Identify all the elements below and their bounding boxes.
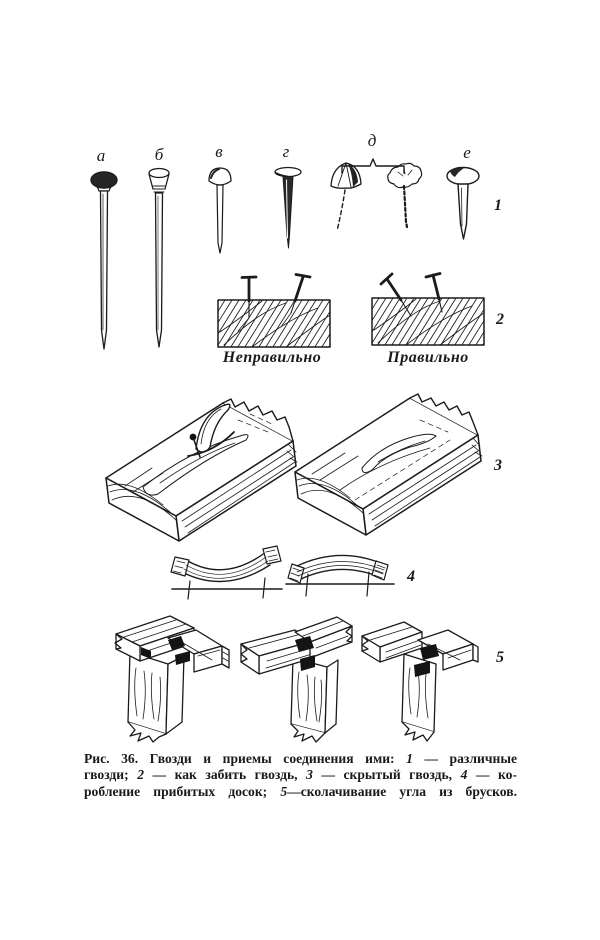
nail-label-b: б	[154, 145, 164, 164]
nail-a-drawing	[91, 172, 117, 349]
row-number-4: 4	[407, 568, 415, 585]
plank-with-chip	[106, 399, 297, 541]
nail-label-d: д	[367, 131, 377, 150]
nail-v-drawing	[209, 168, 231, 253]
corner-joint-1	[115, 616, 229, 742]
caption-line-2: гвозди; 2 — как забить гвоздь, 3 — скрытый гвоздь, 4 — ко-	[84, 767, 517, 783]
wrong-block	[218, 275, 330, 348]
row-number-5: 5	[496, 649, 504, 666]
right-block	[372, 274, 484, 346]
row-number-1: 1	[494, 197, 502, 214]
nail-label-v: в	[215, 142, 223, 161]
figure-caption	[84, 751, 517, 800]
warped-board-concave	[171, 546, 282, 599]
wrong-nails	[242, 275, 310, 302]
wrong-way-label: Неправильно	[222, 349, 322, 366]
nail-label-a: а	[96, 146, 106, 165]
right-way-label: Правильно	[387, 349, 469, 366]
warped-board-convex	[286, 555, 394, 596]
row-number-2: 2	[496, 311, 504, 328]
nail-label-e: е	[463, 143, 471, 162]
nail-umbrella-drawing	[331, 163, 361, 231]
plank-finished	[295, 394, 482, 535]
corner-joint-3	[362, 622, 478, 741]
corner-joint-2	[241, 617, 352, 742]
right-nails	[381, 274, 440, 301]
row-number-3: 3	[494, 457, 502, 474]
nail-label-g: г	[282, 142, 290, 161]
nail-e-drawing	[447, 168, 479, 240]
nail-rosette-drawing	[388, 163, 422, 227]
caption-line-1: Рис. 36. Гвозди и приемы соединения ими: 1 — различные	[84, 751, 517, 766]
nail-b-drawing	[149, 169, 169, 348]
nail-g-drawing	[275, 168, 301, 249]
caption-line-3: робление прибитых досок; 5—сколачивание угла из брусков.	[84, 783, 517, 799]
